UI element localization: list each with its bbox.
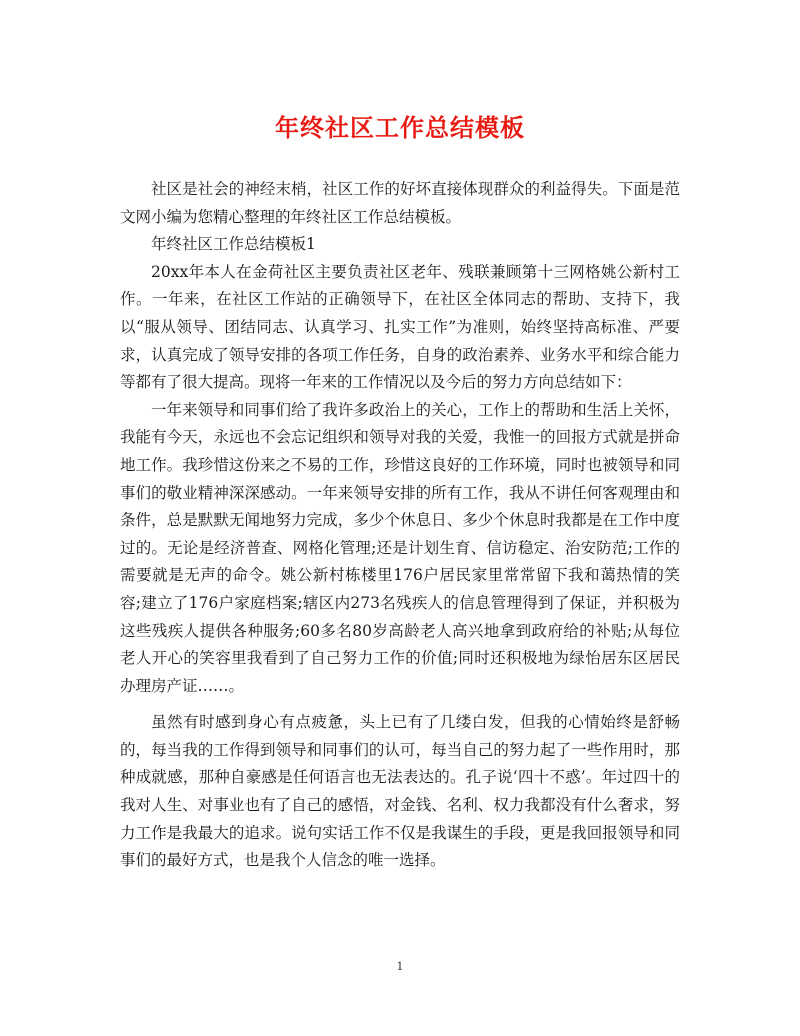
- body-paragraph: 20xx年本人在金荷社区主要负责社区老年、残联兼顾第十三网格姚公新村工作。一年来，在社区工作站的正确领导下，在社区全体同志的帮助、支持下，我以“服从领导、团结同志、认真学习、扎实工作”为准则，始终坚持高标准、严要求，认真完成了领导安排的各项工作任务，自身的政治素养、业务水平和综合能力等都有了很大提高。现将一年来的工作情况以及今后的努力方向总结如下：: [120, 262, 680, 392]
- body-paragraph: 一年来领导和同事们给了我许多政治上的关心，工作上的帮助和生活上关怀，我能有今天，永远也不会忘记组织和领导对我的关爱，我惟一的回报方式就是拼命地工作。我珍惜这份来之不易的工作，珍惜这良好的工作环境，同时也被领导和同事们的敬业精神深深感动。一年来领导安排的所有工作，我从不讲任何客观理由和条件，总是默默无闻地努力完成，多少个休息日、多少个休息时我都是在工作中度过的。无论是经济普查、网格化管理;还是计划生育、信访稳定、治安防范;工作的需要就是无声的命令。姚公新村栋楼里176户居民家里常常留下我和蔼热情的笑容;建立了176户家庭档案;辖区内273名残疾人的信息管理得到了保证，并积极为这些残疾人提供各种服务;60多名80岁高龄老人高兴地拿到政府给的补贴;从每位老人开心的笑容里我看到了自己努力工作的价值;同时还积极地为绿怡居东区居民办理房产证……。: [120, 400, 680, 695]
- document-title: 年终社区工作总结模板: [275, 114, 525, 142]
- section-heading: 年终社区工作总结模板1: [151, 235, 316, 254]
- document-body: [120, 176, 680, 875]
- body-paragraph: 虽然有时感到身心有点疲惫，头上已有了几缕白发，但我的心情始终是舒畅的，每当我的工作得到领导和同事们的认可，每当自己的努力起了一些作用时，那种成就感，那种自豪感是任何语言也无法表达的。孔子说‘四十不惑’。年过四十的我对人生、对事业也有了自己的感悟，对金钱、名利、权力我都没有什么奢求，努力工作是我最大的追求。说句实话工作不仅是我谋生的手段，更是我回报领导和同事们的最好方式，也是我个人信念的唯一选择。: [120, 713, 680, 870]
- intro-paragraph: 社区是社会的神经末梢，社区工作的好坏直接体现群众的利益得失。下面是范文网小编为您精心整理的年终社区工作总结模板。: [120, 180, 680, 226]
- page-number: 1: [396, 960, 404, 973]
